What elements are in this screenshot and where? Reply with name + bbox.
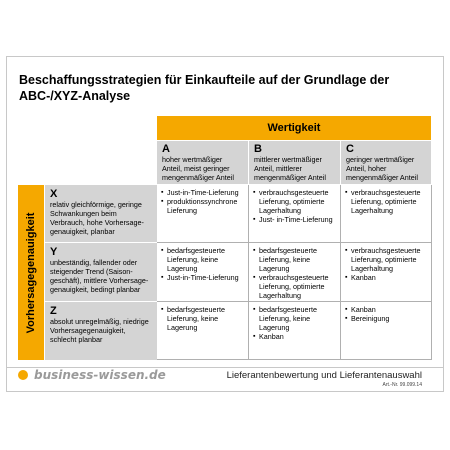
list-item: ▪ Kanban xyxy=(253,332,336,341)
cell-z-a xyxy=(157,302,249,360)
column-letter: A xyxy=(162,143,170,155)
list-item: ▪ Bereinigung xyxy=(345,314,427,323)
list-item: ▪ verbrauchsgesteuerte Lieferung, optimierte Lagerhaltung xyxy=(345,246,427,273)
logo-text: business-wissen.de xyxy=(34,368,166,382)
list-item: ▪ produktionssynchrone Lieferung xyxy=(161,197,244,215)
list-item: ▪ bedarfsgesteuerte Lieferung, keine Lagerung xyxy=(161,305,244,332)
cell-z-b xyxy=(249,302,341,360)
article-number: Art.-Nr. 99.099.14 xyxy=(382,382,422,388)
list-item: ▪ verbrauchsgesteuerte Lieferung, optimierte Lagerhaltung xyxy=(253,188,336,215)
list-item: ▪ Kanban xyxy=(345,305,427,314)
cell-x-b xyxy=(249,185,341,243)
cell-y-a xyxy=(157,243,249,302)
vorhersage-label: Vorhersagegenauigkeit xyxy=(25,212,37,333)
column-letter: C xyxy=(346,143,354,155)
row-letter: Y xyxy=(50,246,58,258)
column-letter: B xyxy=(254,143,262,155)
column-header-b xyxy=(249,141,340,184)
row-header-z xyxy=(45,302,157,360)
logo-dot-icon xyxy=(18,370,28,380)
list-item: ▪ verbrauchsgesteuerte Lieferung, optimierte Lagerhaltung xyxy=(253,273,336,300)
row-desc: absolut unregelmäßig, niedrige Vorhersagegenauigkeit, schlecht planbar xyxy=(50,317,149,344)
list-item: ▪ verbrauchsgesteuerte Lieferung, optimierte Lagerhaltung xyxy=(345,188,427,215)
page-title: Beschaffungsstrategien für Einkaufteile auf der Grundlage der ABC-/XYZ-Analyse xyxy=(19,73,390,103)
list-item: ▪ Just-in-Time-Lieferung xyxy=(161,273,244,282)
list-item: ▪ bedarfsgesteuerte Lieferung, keine Lagerung xyxy=(161,246,244,273)
row-letter: Z xyxy=(50,305,57,317)
cell-z-c xyxy=(341,302,432,360)
wertigkeit-header xyxy=(157,116,431,140)
row-header-x xyxy=(45,185,157,242)
cell-x-a xyxy=(157,185,249,243)
list-item: ▪ bedarfsgesteuerte Lieferung, keine Lagerung xyxy=(253,305,336,332)
row-header-y xyxy=(45,243,157,301)
row-desc: unbeständig, fallender oder steigender Trend (Saison-geschäft), mittlere Vorhersage-genauigkeit, bedingt planbar xyxy=(50,258,149,294)
column-header-c xyxy=(341,141,431,184)
logo xyxy=(18,368,166,382)
list-item: ▪ Just- in-Time-Lieferung xyxy=(253,215,336,224)
column-header-a xyxy=(157,141,248,184)
cell-y-c xyxy=(341,243,432,302)
vorhersage-header xyxy=(18,185,44,360)
list-item: ▪ bedarfsgesteuerte Lieferung, keine Lagerung xyxy=(253,246,336,273)
cell-x-c xyxy=(341,185,432,243)
column-desc: geringer wertmäßiger Anteil, hoher mengenmäßiger Anteil xyxy=(346,155,418,182)
column-desc: hoher wertmäßiger Anteil, meist geringer mengenmäßiger Anteil xyxy=(162,155,234,182)
row-letter: X xyxy=(50,188,58,200)
footer-title: Lieferantenbewertung und Lieferantenauswahl xyxy=(226,370,422,381)
list-item: ▪ Kanban xyxy=(345,273,427,282)
column-desc: mittlerer wertmäßiger Anteil, mittlerer mengenmäßiger Anteil xyxy=(254,155,326,182)
wertigkeit-label: Wertigkeit xyxy=(267,122,321,134)
cell-y-b xyxy=(249,243,341,302)
row-desc: relativ gleichförmige, geringe Schwankungen beim Verbrauch, hohe Vorhersage-genauigkeit, planbar xyxy=(50,200,144,236)
list-item: ▪ Just-in-Time-Lieferung xyxy=(161,188,244,197)
